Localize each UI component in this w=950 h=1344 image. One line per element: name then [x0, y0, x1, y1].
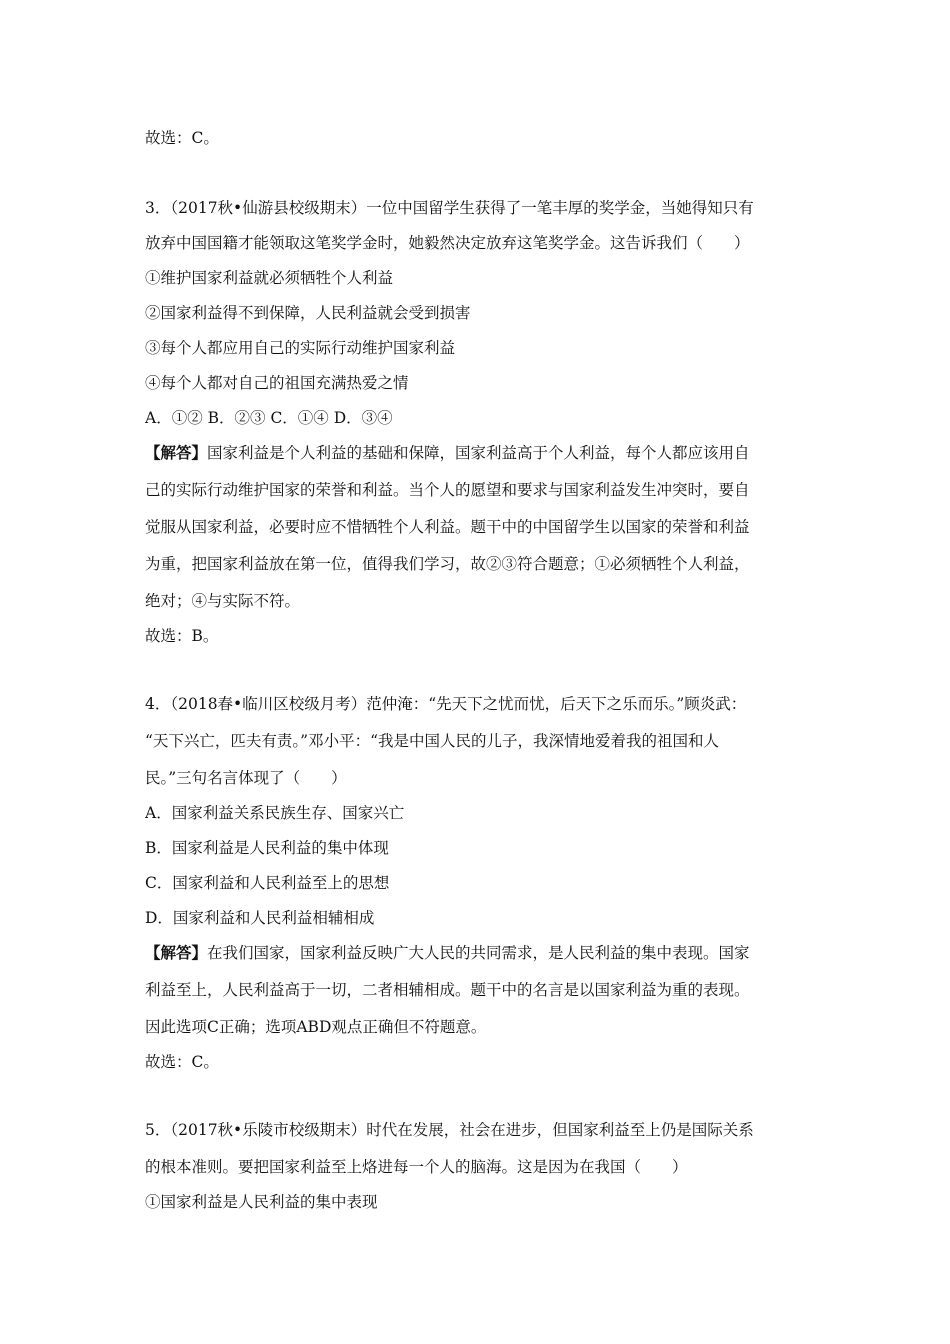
q4-stem-line-2: “天下兴亡，匹夫有责。”邓小平：“我是中国人民的儿子，我深情地爱着我的祖国和人 — [145, 732, 720, 750]
q3-analysis-line-3: 觉服从国家利益，必要时应不惜牺牲个人利益。题干中的中国留学生以国家的荣誉和利益 — [145, 518, 750, 536]
q3-item-2: ②国家利益得不到保障，人民利益就会受到损害 — [145, 304, 471, 322]
q3-analysis-line-1 — [145, 443, 820, 463]
q3-item-1: ①维护国家利益就必须牺牲个人利益 — [145, 269, 394, 287]
q4-stem-line-1: 4．（2018春•临川区校级月考）范仲淹：“先天下之忧而忧，后天下之乐而乐。”顾炎武： — [145, 695, 747, 713]
q3-analysis-line-4: 为重，把国家利益放在第一位，值得我们学习，故②③符合题意；①必须牺牲个人利益， — [145, 555, 750, 573]
q3-stem-line-2: 放弃中国国籍才能领取这笔奖学金时，她毅然决定放弃这笔奖学金。这告诉我们（ ） — [145, 234, 750, 252]
q3-item-3: ③每个人都应用自己的实际行动维护国家利益 — [145, 339, 456, 357]
q3-choices: A．①② B．②③ C．①④ D．③④ — [145, 409, 393, 427]
q3-result: 故选：B。 — [145, 627, 219, 645]
q4-option-d: D．国家利益和人民利益相辅相成 — [145, 909, 375, 927]
q3-analysis-text-1: 国家利益是个人利益的基础和保障，国家利益高于个人利益，每个人都应该用自 — [207, 444, 750, 462]
q4-analysis-line-2: 利益至上，人民利益高于一切，二者相辅相成。题干中的名言是以国家利益为重的表现。 — [145, 981, 750, 999]
q4-result: 故选：C。 — [145, 1053, 219, 1071]
q4-analysis-line-1 — [145, 943, 820, 963]
q3-stem-line-1: 3．（2017秋•仙游县校级期末）一位中国留学生获得了一笔丰厚的奖学金，当她得知只有 — [145, 199, 754, 217]
q4-option-b: B．国家利益是人民利益的集中体现 — [145, 839, 389, 857]
prev-answer-result: 故选：C。 — [145, 129, 219, 147]
q4-stem-line-3: 民。”三句名言体现了（ ） — [145, 769, 347, 787]
q5-stem-line-2: 的根本准则。要把国家利益至上烙进每一个人的脑海。这是因为在我国（ ） — [145, 1158, 688, 1176]
q3-analysis-line-2: 己的实际行动维护国家的荣誉和利益。当个人的愿望和要求与国家利益发生冲突时，要自 — [145, 481, 750, 499]
q4-option-c: C．国家利益和人民利益至上的思想 — [145, 874, 390, 892]
q3-analysis-label: 【解答】 — [145, 443, 208, 462]
q5-item-1: ①国家利益是人民利益的集中表现 — [145, 1193, 378, 1211]
q4-option-a: A．国家利益关系民族生存、国家兴亡 — [145, 804, 405, 822]
q3-analysis-line-5: 绝对；④与实际不符。 — [145, 592, 301, 610]
q5-stem-line-1: 5．（2017秋•乐陵市校级期末）时代在发展，社会在进步，但国家利益至上仍是国际关系 — [145, 1121, 754, 1139]
q4-analysis-text-1: 在我们国家，国家利益反映广大人民的共同需求，是人民利益的集中表现。国家 — [207, 944, 750, 962]
q3-item-4: ④每个人都对自己的祖国充满热爱之情 — [145, 374, 409, 392]
q4-analysis-line-3: 因此选项C正确；选项ABD观点正确但不符题意。 — [145, 1018, 487, 1036]
q4-analysis-label: 【解答】 — [145, 943, 208, 962]
